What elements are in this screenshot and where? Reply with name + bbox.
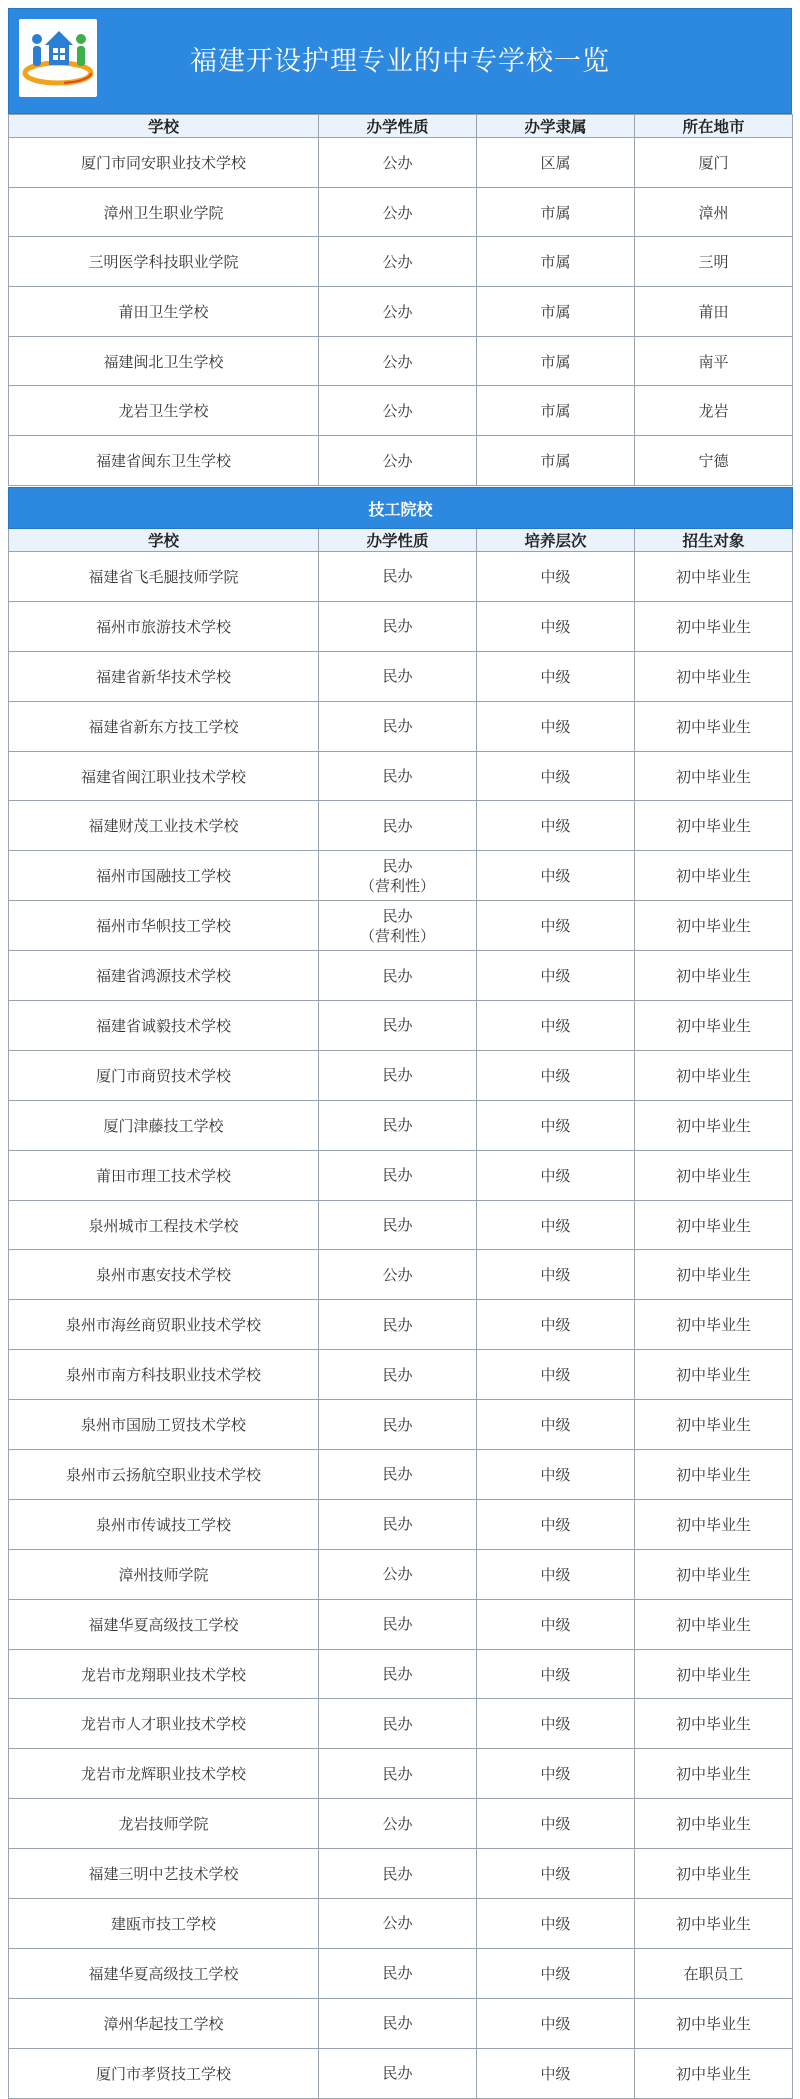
school-name-cell: 泉州市南方科技职业技术学校 — [9, 1350, 319, 1400]
school-nature-cell — [319, 851, 477, 901]
enrollment-target-cell: 初中毕业生 — [635, 1400, 793, 1450]
school-nature-value: 民办 — [382, 1764, 413, 1783]
table-row — [9, 951, 793, 1001]
training-level-cell: 中级 — [477, 1599, 635, 1649]
school-name-cell: 福建华夏高级技工学校 — [9, 1948, 319, 1998]
enrollment-target-cell: 初中毕业生 — [635, 851, 793, 901]
enrollment-target-cell: 初中毕业生 — [635, 1549, 793, 1599]
school-name-cell: 泉州市国励工贸技术学校 — [9, 1400, 319, 1450]
school-nature-cell — [319, 601, 477, 651]
table-row — [9, 801, 793, 851]
table-row — [9, 1350, 793, 1400]
school-name-cell: 漳州华起技工学校 — [9, 1998, 319, 2048]
enrollment-target-cell: 初中毕业生 — [635, 1150, 793, 1200]
table-row — [9, 1250, 793, 1300]
column-header: 办学隶属 — [477, 115, 635, 138]
table-row — [9, 901, 793, 951]
school-nature-value: 民办 — [382, 1315, 413, 1334]
school-nature-cell — [319, 1001, 477, 1051]
enrollment-target-cell: 初中毕业生 — [635, 1450, 793, 1500]
table-row — [9, 436, 793, 486]
table-row — [9, 1400, 793, 1450]
school-nature-value: 民办 — [382, 1365, 413, 1384]
school-nature-cell — [319, 1849, 477, 1899]
school-nature-value: 民办 — [382, 1166, 413, 1185]
school-nature-cell — [319, 1050, 477, 1100]
table-row — [9, 701, 793, 751]
training-level-cell: 中级 — [477, 951, 635, 1001]
school-name-cell: 福建省闽东卫生学校 — [9, 436, 319, 486]
school-nature-cell — [319, 1400, 477, 1450]
school-nature-value: 民办 — [382, 1515, 413, 1534]
school-nature-cell — [319, 1948, 477, 1998]
training-level-cell: 中级 — [477, 1549, 635, 1599]
table-row — [9, 601, 793, 651]
enrollment-target-cell: 初中毕业生 — [635, 1300, 793, 1350]
school-name-cell: 莆田市理工技术学校 — [9, 1150, 319, 1200]
table-row — [9, 1450, 793, 1500]
city-cell: 莆田 — [635, 287, 793, 337]
school-name-cell: 厦门市商贸技术学校 — [9, 1050, 319, 1100]
school-name-cell: 福建省飞毛腿技师学院 — [9, 552, 319, 602]
enrollment-target-cell: 初中毕业生 — [635, 1100, 793, 1150]
training-level-cell: 中级 — [477, 1001, 635, 1051]
school-nature-note: （营利性） — [359, 876, 435, 895]
school-nature-value: 公办 — [382, 1265, 413, 1284]
affiliation-cell: 市属 — [477, 436, 635, 486]
school-nature-value: 民办 — [382, 1665, 413, 1684]
table-row — [9, 1150, 793, 1200]
school-nature-value: 民办 — [382, 1964, 413, 1983]
school-name-cell: 漳州技师学院 — [9, 1549, 319, 1599]
table-row — [9, 1849, 793, 1899]
table-row — [9, 1799, 793, 1849]
title-banner — [8, 8, 792, 114]
enrollment-target-cell: 初中毕业生 — [635, 801, 793, 851]
training-level-cell: 中级 — [477, 1799, 635, 1849]
school-nature-cell — [319, 1150, 477, 1200]
school-nature-cell: 公办 — [319, 336, 477, 386]
school-name-cell: 泉州市云扬航空职业技术学校 — [9, 1450, 319, 1500]
enrollment-target-cell: 初中毕业生 — [635, 2048, 793, 2098]
school-nature-cell: 公办 — [319, 386, 477, 436]
school-name-cell: 福州市旅游技术学校 — [9, 601, 319, 651]
table-row — [9, 1050, 793, 1100]
school-name-cell: 福建省诚毅技术学校 — [9, 1001, 319, 1051]
school-name-cell: 厦门市孝贤技工学校 — [9, 2048, 319, 2098]
training-level-cell: 中级 — [477, 1899, 635, 1949]
school-name-cell: 厦门市同安职业技术学校 — [9, 138, 319, 188]
school-nature-value: 民办 — [382, 1864, 413, 1883]
training-level-cell: 中级 — [477, 1250, 635, 1300]
table-row — [9, 1699, 793, 1749]
school-nature-cell — [319, 1549, 477, 1599]
school-name-cell: 福建省新东方技工学校 — [9, 701, 319, 751]
school-nature-cell — [319, 1350, 477, 1400]
table-row — [9, 751, 793, 801]
enrollment-target-cell: 初中毕业生 — [635, 1699, 793, 1749]
family-house-logo-icon — [19, 19, 97, 97]
school-name-cell: 福建省闽江职业技术学校 — [9, 751, 319, 801]
table-row — [9, 1200, 793, 1250]
column-header: 招生对象 — [635, 529, 793, 552]
school-nature-value: 公办 — [382, 1565, 413, 1584]
school-nature-cell: 公办 — [319, 237, 477, 287]
school-nature-cell — [319, 1300, 477, 1350]
technical-schools-table — [8, 487, 793, 2099]
enrollment-target-cell: 初中毕业生 — [635, 751, 793, 801]
school-name-cell: 龙岩卫生学校 — [9, 386, 319, 436]
table-row — [9, 1749, 793, 1799]
table-row — [9, 1549, 793, 1599]
school-nature-value: 民办 — [382, 1066, 413, 1085]
column-header: 办学性质 — [319, 529, 477, 552]
enrollment-target-cell: 初中毕业生 — [635, 1200, 793, 1250]
table-row — [9, 2048, 793, 2098]
affiliation-cell: 市属 — [477, 287, 635, 337]
school-name-cell: 龙岩技师学院 — [9, 1799, 319, 1849]
enrollment-target-cell: 初中毕业生 — [635, 1499, 793, 1549]
school-nature-cell — [319, 801, 477, 851]
table-row — [9, 1899, 793, 1949]
table-row — [9, 1998, 793, 2048]
school-name-cell: 泉州市惠安技术学校 — [9, 1250, 319, 1300]
enrollment-target-cell: 初中毕业生 — [635, 1749, 793, 1799]
school-name-cell: 泉州市海丝商贸职业技术学校 — [9, 1300, 319, 1350]
training-level-cell: 中级 — [477, 1499, 635, 1549]
school-nature-value: 民办 — [382, 717, 413, 736]
school-nature-value: 公办 — [382, 1914, 413, 1933]
page-title: 福建开设护理专业的中专学校一览 — [190, 46, 610, 77]
training-level-cell: 中级 — [477, 552, 635, 602]
school-nature-cell — [319, 751, 477, 801]
column-header: 办学性质 — [319, 115, 477, 138]
table-header-row — [9, 115, 793, 138]
school-nature-cell — [319, 1899, 477, 1949]
enrollment-target-cell: 在职员工 — [635, 1948, 793, 1998]
table-row — [9, 1001, 793, 1051]
training-level-cell: 中级 — [477, 651, 635, 701]
school-name-cell: 龙岩市龙辉职业技术学校 — [9, 1749, 319, 1799]
school-nature-value: 民办 — [382, 1465, 413, 1484]
city-cell: 南平 — [635, 336, 793, 386]
school-nature-value: 民办 — [382, 567, 413, 586]
column-header: 学校 — [9, 529, 319, 552]
table-row — [9, 552, 793, 602]
training-level-cell: 中级 — [477, 801, 635, 851]
school-nature-value: 民办 — [382, 1116, 413, 1135]
training-level-cell: 中级 — [477, 601, 635, 651]
enrollment-target-cell: 初中毕业生 — [635, 1350, 793, 1400]
city-cell: 厦门 — [635, 138, 793, 188]
school-nature-value: 民办 — [382, 966, 413, 985]
school-nature-value: 民办 — [382, 816, 413, 835]
school-name-cell: 福建华夏高级技工学校 — [9, 1599, 319, 1649]
school-name-cell: 龙岩市人才职业技术学校 — [9, 1699, 319, 1749]
school-nature-cell — [319, 1699, 477, 1749]
training-level-cell: 中级 — [477, 1450, 635, 1500]
training-level-cell: 中级 — [477, 1150, 635, 1200]
table-row — [9, 336, 793, 386]
training-level-cell: 中级 — [477, 751, 635, 801]
school-nature-value: 民办 — [382, 1415, 413, 1434]
enrollment-target-cell: 初中毕业生 — [635, 1599, 793, 1649]
school-nature-value: 民办 — [382, 1016, 413, 1035]
school-nature-value: 民办 — [382, 2064, 413, 2083]
city-cell: 三明 — [635, 237, 793, 287]
public-schools-table — [8, 114, 793, 486]
school-nature-cell — [319, 1599, 477, 1649]
city-cell: 漳州 — [635, 187, 793, 237]
table-row — [9, 187, 793, 237]
enrollment-target-cell: 初中毕业生 — [635, 1849, 793, 1899]
enrollment-target-cell: 初中毕业生 — [635, 651, 793, 701]
table-row — [9, 851, 793, 901]
school-nature-value: 民办 — [382, 2014, 413, 2033]
table-row — [9, 651, 793, 701]
affiliation-cell: 市属 — [477, 187, 635, 237]
training-level-cell: 中级 — [477, 1100, 635, 1150]
training-level-cell: 中级 — [477, 2048, 635, 2098]
school-name-cell: 莆田卫生学校 — [9, 287, 319, 337]
school-nature-cell — [319, 1200, 477, 1250]
training-level-cell: 中级 — [477, 1050, 635, 1100]
school-nature-cell: 公办 — [319, 287, 477, 337]
table-header-row — [9, 529, 793, 552]
school-nature-cell — [319, 1250, 477, 1300]
table-row — [9, 287, 793, 337]
school-nature-value: 民办 — [382, 906, 413, 925]
training-level-cell: 中级 — [477, 1699, 635, 1749]
table-row — [9, 1100, 793, 1150]
training-level-cell: 中级 — [477, 1649, 635, 1699]
training-level-cell: 中级 — [477, 1350, 635, 1400]
school-name-cell: 福建省新华技术学校 — [9, 651, 319, 701]
school-name-cell: 三明医学科技职业学院 — [9, 237, 319, 287]
school-nature-value: 民办 — [382, 1714, 413, 1733]
school-nature-cell: 公办 — [319, 187, 477, 237]
school-nature-cell — [319, 1749, 477, 1799]
school-nature-cell — [319, 552, 477, 602]
table-row — [9, 1948, 793, 1998]
table-row — [9, 138, 793, 188]
column-header: 培养层次 — [477, 529, 635, 552]
school-nature-value: 民办 — [382, 767, 413, 785]
table-row — [9, 1499, 793, 1549]
table-row — [9, 1649, 793, 1699]
enrollment-target-cell: 初中毕业生 — [635, 1998, 793, 2048]
enrollment-target-cell: 初中毕业生 — [635, 552, 793, 602]
enrollment-target-cell: 初中毕业生 — [635, 1050, 793, 1100]
enrollment-target-cell: 初中毕业生 — [635, 901, 793, 951]
school-nature-value: 公办 — [382, 1814, 413, 1833]
enrollment-target-cell: 初中毕业生 — [635, 1899, 793, 1949]
school-nature-cell — [319, 651, 477, 701]
school-name-cell: 厦门津藤技工学校 — [9, 1100, 319, 1150]
school-nature-cell — [319, 2048, 477, 2098]
enrollment-target-cell: 初中毕业生 — [635, 1250, 793, 1300]
affiliation-cell: 市属 — [477, 237, 635, 287]
school-nature-value: 民办 — [382, 1615, 413, 1634]
training-level-cell: 中级 — [477, 701, 635, 751]
training-level-cell: 中级 — [477, 901, 635, 951]
school-nature-note: （营利性） — [359, 926, 435, 945]
section-title-row — [9, 488, 793, 529]
affiliation-cell: 市属 — [477, 336, 635, 386]
school-name-cell: 福建省鸿源技术学校 — [9, 951, 319, 1001]
school-nature-cell — [319, 1499, 477, 1549]
training-level-cell: 中级 — [477, 1749, 635, 1799]
enrollment-target-cell: 初中毕业生 — [635, 601, 793, 651]
school-nature-cell — [319, 1799, 477, 1849]
school-nature-value: 民办 — [382, 1216, 413, 1235]
column-header: 所在地市 — [635, 115, 793, 138]
school-nature-value: 民办 — [382, 856, 413, 875]
school-name-cell: 龙岩市龙翔职业技术学校 — [9, 1649, 319, 1699]
school-name-cell: 福建财茂工业技术学校 — [9, 801, 319, 851]
training-level-cell: 中级 — [477, 851, 635, 901]
school-nature-value: 民办 — [382, 617, 413, 636]
enrollment-target-cell: 初中毕业生 — [635, 1649, 793, 1699]
enrollment-target-cell: 初中毕业生 — [635, 951, 793, 1001]
school-name-cell: 建瓯市技工学校 — [9, 1899, 319, 1949]
school-name-cell: 泉州城市工程技术学校 — [9, 1200, 319, 1250]
affiliation-cell: 区属 — [477, 138, 635, 188]
training-level-cell: 中级 — [477, 1849, 635, 1899]
school-nature-cell — [319, 1450, 477, 1500]
school-nature-cell: 公办 — [319, 138, 477, 188]
table-row — [9, 386, 793, 436]
table-row — [9, 237, 793, 287]
school-nature-cell — [319, 1998, 477, 2048]
school-nature-cell — [319, 1100, 477, 1150]
training-level-cell: 中级 — [477, 1948, 635, 1998]
column-header: 学校 — [9, 115, 319, 138]
school-name-cell: 福州市国融技工学校 — [9, 851, 319, 901]
school-nature-cell — [319, 701, 477, 751]
training-level-cell: 中级 — [477, 1300, 635, 1350]
school-nature-cell — [319, 901, 477, 951]
school-nature-cell — [319, 1649, 477, 1699]
school-nature-cell — [319, 951, 477, 1001]
city-cell: 龙岩 — [635, 386, 793, 436]
school-name-cell: 福建三明中艺技术学校 — [9, 1849, 319, 1899]
enrollment-target-cell: 初中毕业生 — [635, 701, 793, 751]
school-name-cell: 福州市华帜技工学校 — [9, 901, 319, 951]
table-row — [9, 1599, 793, 1649]
school-name-cell: 漳州卫生职业学院 — [9, 187, 319, 237]
training-level-cell: 中级 — [477, 1998, 635, 2048]
enrollment-target-cell: 初中毕业生 — [635, 1799, 793, 1849]
school-nature-cell: 公办 — [319, 436, 477, 486]
school-name-cell: 福建闽北卫生学校 — [9, 336, 319, 386]
city-cell: 宁德 — [635, 436, 793, 486]
affiliation-cell: 市属 — [477, 386, 635, 436]
training-level-cell: 中级 — [477, 1400, 635, 1450]
school-nature-value: 民办 — [382, 667, 413, 686]
section-title: 技工院校 — [9, 488, 793, 529]
enrollment-target-cell: 初中毕业生 — [635, 1001, 793, 1051]
table-row — [9, 1300, 793, 1350]
school-name-cell: 泉州市传诚技工学校 — [9, 1499, 319, 1549]
training-level-cell: 中级 — [477, 1200, 635, 1250]
